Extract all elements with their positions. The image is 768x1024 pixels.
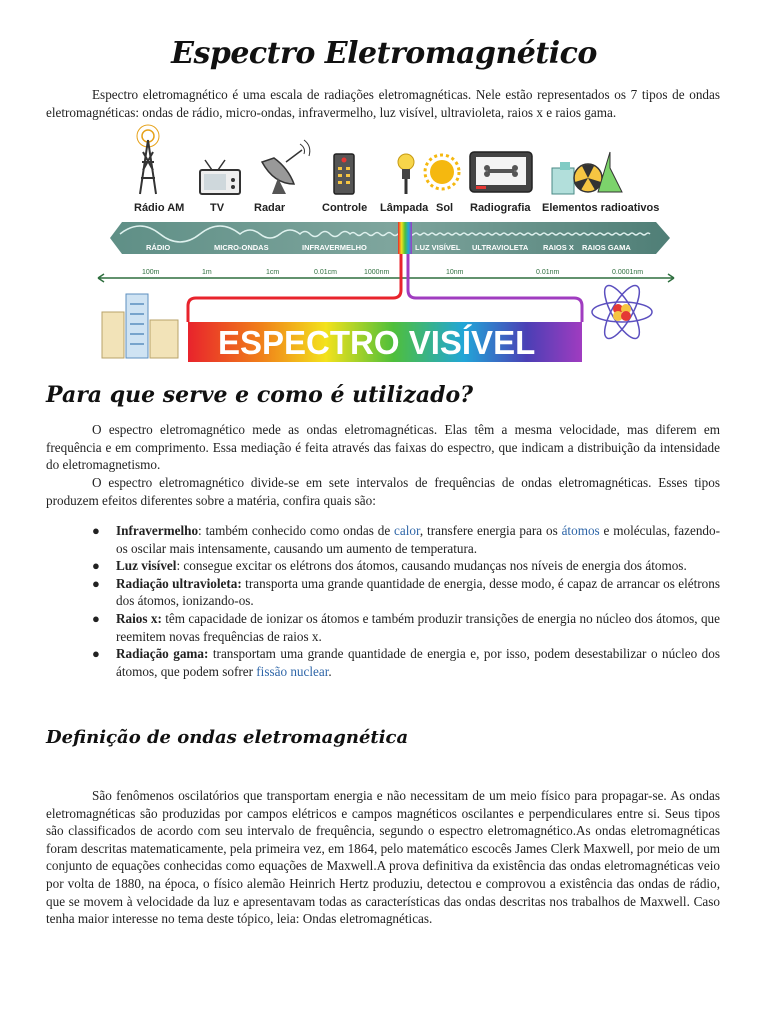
source-label: Rádio AM xyxy=(134,202,185,214)
wavelength-tick: 100m xyxy=(142,269,160,276)
definition-paragraph: São fenômenos oscilatórios que transportam energia e não necessitam de um meio físico para propagar-se. As ondas eletromagnéticas são produzidas por campos elétricos e campos magnéticos oscilantes e perpendiculares entre si. Seus tipos são classificados de acordo com seu intervalo de frequência, segundo o espectro eletromagnético.As ondas eletromagnéticas foram descritas matematicamente, pela primeira vez, em 1864, pelo matemático escocês James Clerk Maxwell, por meio de um conjunto de equações conhecidas como equações de Maxwell.A prova definitiva da existência das ondas eletromagnéticas veio por volta de 1880, na época, o físico alemão Heinrich Hertz produziu, detectou e comprovou a existência das ondas de rádio, que se movem à velocidade da luz e apresentavam todas as características das ondas descritas nos trabalhos de Maxwell. Caso tenha maior interesse no tema deste tópico, leia: Ondas eletromagnéticas. xyxy=(46,788,720,927)
xray-machine-icon xyxy=(470,152,532,192)
radar-icon xyxy=(262,140,310,194)
remote-control-icon xyxy=(334,154,354,194)
visible-connector xyxy=(408,254,582,322)
source-label: Sol xyxy=(436,202,454,214)
source-label: Radar xyxy=(254,202,286,214)
source-label: Controle xyxy=(322,202,368,214)
link-calor[interactable]: calor xyxy=(394,523,420,538)
list-item: ● Radiação ultravioleta: transporta uma grande quantidade de energia, desse modo, é capaz de arrancar os elétrons dos átomos, ionizando-os. xyxy=(92,575,720,609)
lamp-icon xyxy=(398,154,414,194)
list-item: ● Infravermelho: também conhecido como ondas de calor, transfere energia para os átomos e moléculas, fazendo-os oscilar mais intensamente, causando um aumento de temperatura. xyxy=(92,523,720,556)
band-label: RAIOS X xyxy=(543,243,574,252)
wavelength-tick: 1cm xyxy=(266,269,280,276)
atom-icon xyxy=(592,281,652,343)
band-label: INFRAVERMELHO xyxy=(302,243,367,252)
list-item: ● Luz visível: consegue excitar os elétrons dos átomos, causando mudanças nos níveis de energia dos átomos. xyxy=(92,558,687,574)
list-item: ● Raios x: têm capacidade de ionizar os átomos e também produzir transições de energia no núcleo dos átomos, que reemitem novas frequências de raios x. xyxy=(92,610,720,644)
radio-tower-icon xyxy=(137,125,159,194)
wavelength-tick: 0.01cm xyxy=(314,269,337,276)
link-atomos[interactable]: átomos xyxy=(561,523,600,538)
page-title: Espectro Eletromagnético xyxy=(171,36,597,71)
band-label: MICRO-ONDAS xyxy=(214,243,269,252)
source-label: TV xyxy=(210,202,225,214)
usage-paragraph-2: O espectro eletromagnético divide-se em sete intervalos de frequências de ondas eletromagnéticas. Esses tipos produzem efeitos diferentes sobre a matéria, confira quais são: xyxy=(46,475,720,508)
band-label: LUZ VISÍVEL xyxy=(415,243,461,252)
source-label: Radiografia xyxy=(470,202,531,214)
band-label: RÁDIO xyxy=(146,243,171,252)
wavelength-tick: 1000nm xyxy=(364,269,390,276)
visible-strip xyxy=(398,222,412,254)
wavelength-tick: 0.01nm xyxy=(536,269,560,276)
section-heading-definition: Definição de ondas eletromagnética xyxy=(46,727,409,748)
section-heading-usage: Para que serve e como é utilizado? xyxy=(46,382,474,408)
source-label: Elementos radioativos xyxy=(542,202,660,214)
visible-connector xyxy=(188,254,401,322)
visible-spectrum-label: ESPECTRO VISÍVEL xyxy=(218,324,536,361)
intro-paragraph: Espectro eletromagnético é uma escala de radiações eletromagnéticas. Nele estão representados os 7 tipos de ondas eletromagnéticas: ondas de rádio, micro-ondas, infravermelho, luz visível, ultravioleta, raios x e raios gama. xyxy=(46,87,720,120)
wavelength-tick: 1m xyxy=(202,269,212,276)
band-label: ULTRAVIOLETA xyxy=(472,243,529,252)
sun-icon xyxy=(425,155,459,189)
buildings-icon xyxy=(102,294,178,358)
band-label: RAIOS GAMA xyxy=(582,243,631,252)
source-label: Lâmpada xyxy=(380,202,429,214)
tv-icon xyxy=(200,160,240,194)
wavelength-tick: 0.0001nm xyxy=(612,269,644,276)
list-item: ● Radiação gama: transportam uma grande quantidade de energia e, por isso, podem desestabilizar o núcleo dos átomos, que podem sofrer fissão nuclear. xyxy=(92,646,720,679)
radioactive-elements-icon xyxy=(552,152,622,194)
wave-types-list xyxy=(46,522,720,680)
link-fissao-nuclear[interactable]: fissão nuclear xyxy=(256,663,329,679)
spectrum-figure xyxy=(90,122,680,364)
wavelength-tick: 10nm xyxy=(446,269,464,276)
usage-paragraph-1: O espectro eletromagnético mede as ondas eletromagnéticas. Elas têm a mesma velocidade, mas diferem em frequência e em comprimento. Essa mediação é feita através das faixas do espectro, que indicam a distribuição da intensidade do eletromagnetismo. xyxy=(46,422,720,473)
